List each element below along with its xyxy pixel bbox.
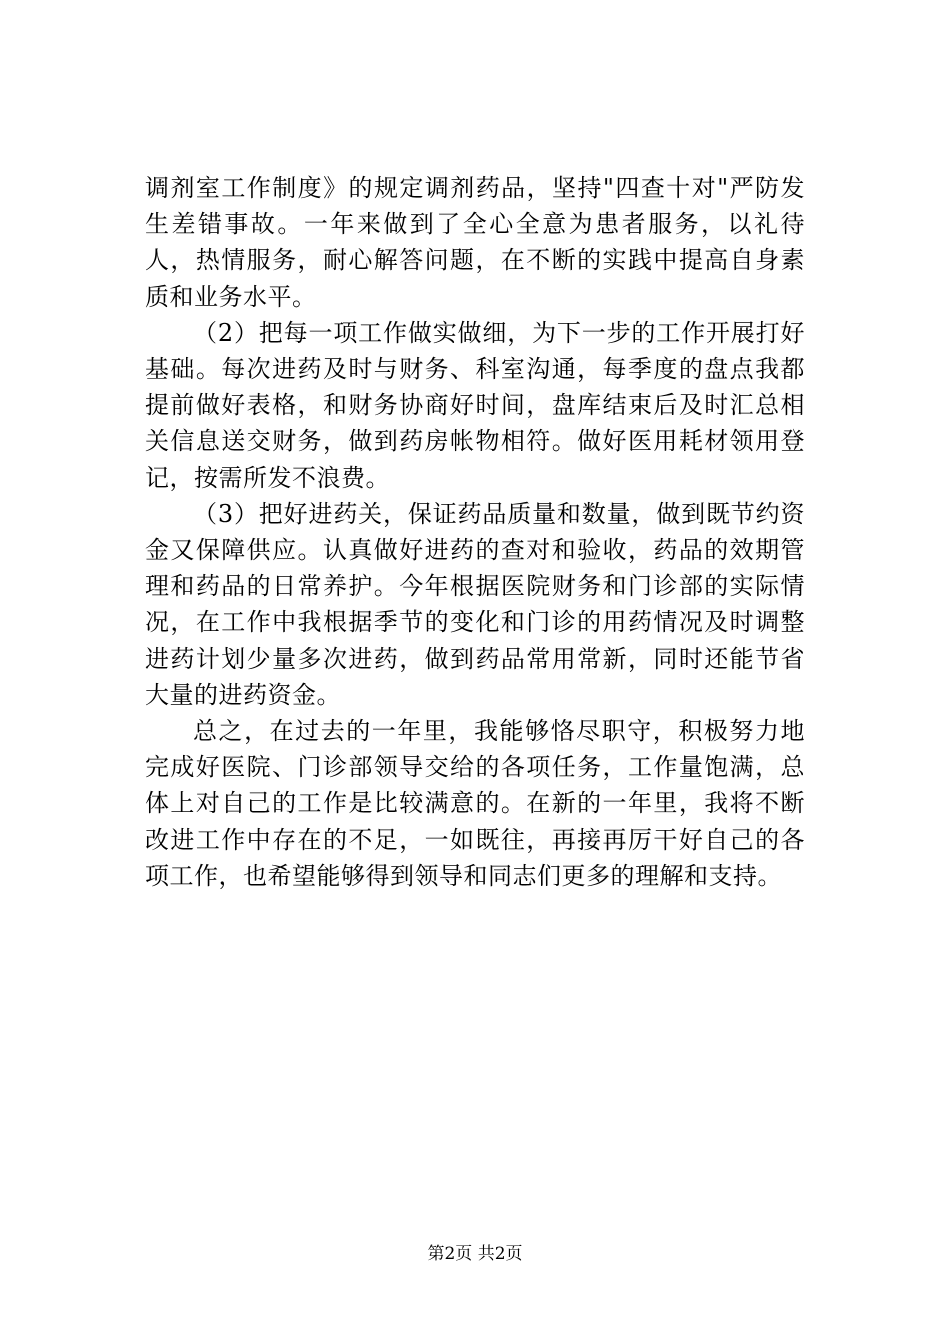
document-body — [145, 170, 805, 894]
page-footer — [0, 1244, 950, 1264]
page-total: 共2页 — [477, 1244, 523, 1264]
paragraph-summary: 总之，在过去的一年里，我能够恪尽职守，积极努力地完成好医院、门诊部领导交给的各项任务，工作量饱满，总体上对自己的工作是比较满意的。在新的一年里，我将不断改进工作中存在的不足，一如既往，再接再厉干好自己的各项工作，也希望能够得到领导和同志们更多的理解和支持。 — [145, 717, 805, 890]
paragraph-item-3: （3）把好进药关，保证药品质量和数量，做到既节约资金又保障供应。认真做好进药的查对和验收，药品的效期管理和药品的日常养护。今年根据医院财务和门诊部的实际情况，在工作中我根据季节的变化和门诊的用药情况及时调整进药计划少量多次进药，做到药品常用常新，同时还能节省大量的进药资金。 — [145, 499, 805, 709]
paragraph-continuation: 调剂室工作制度》的规定调剂药品，坚持"四查十对"严防发生差错事故。一年来做到了全心全意为患者服务，以礼待人，热情服务，耐心解答问题，在不断的实践中提高自身素质和业务水平。 — [145, 174, 805, 311]
paragraph-item-2: （2）把每一项工作做实做细，为下一步的工作开展打好基础。每次进药及时与财务、科室沟通，每季度的盘点我都提前做好表格，和财务协商好时间，盘库结束后及时汇总相关信息送交财务，做到药房帐物相符。做好医用耗材领用登记，按需所发不浪费。 — [145, 318, 805, 492]
page-number: 第2页 — [427, 1244, 473, 1264]
